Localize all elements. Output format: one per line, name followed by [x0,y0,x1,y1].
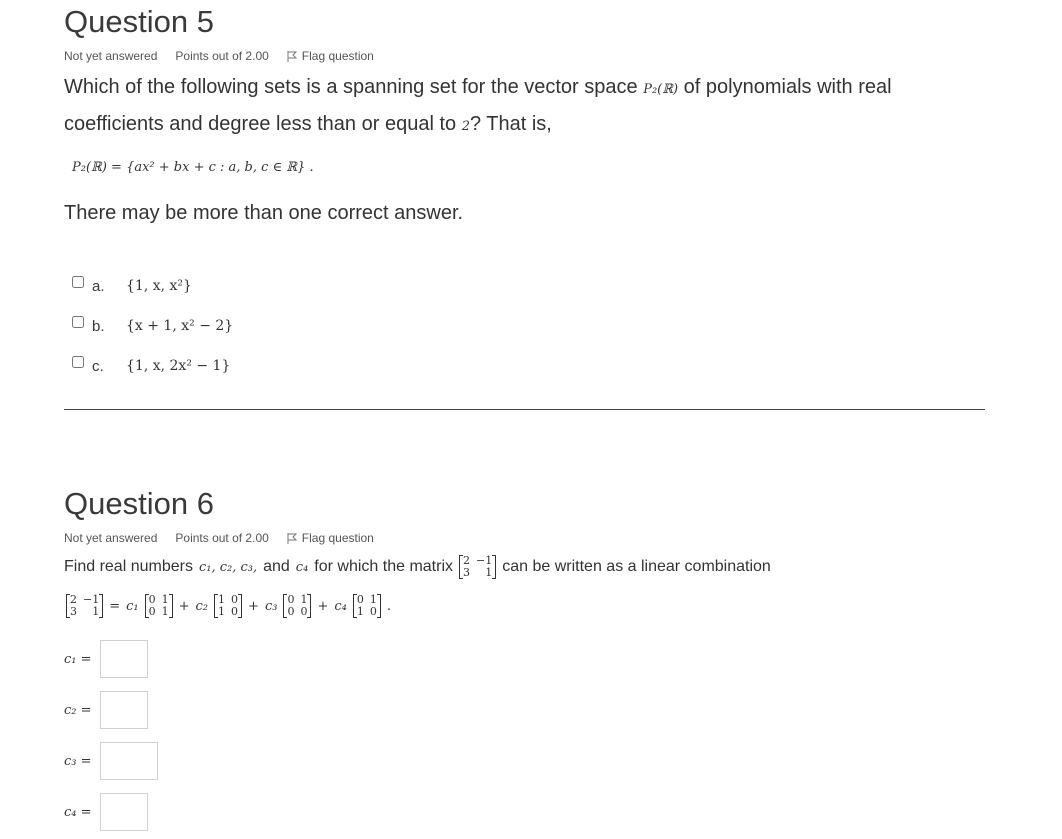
flag-question-label: Flag question [301,531,374,545]
linear-combination-equation [66,594,391,618]
answer-option-b[interactable] [72,306,233,346]
coefficient-row-c3 [64,742,158,780]
q6-text-part: and [263,558,290,575]
points-text: Points out of 2.00 [175,531,269,545]
basis-matrix-1: 0 1 0 1 [145,594,173,618]
question-6-text [64,549,771,585]
degree-number: 2 [461,119,470,134]
q6-text-part: Find real numbers [64,558,193,575]
question-6-title: Question 6 [64,486,214,521]
c1-input[interactable] [100,640,148,678]
coefficient-row-c1 [64,640,148,678]
q5-text-part: of polynomials with real [683,76,892,98]
coefficient-row-c2 [64,691,148,729]
option-set: {1, x, x²} [126,278,192,294]
option-letter: c. [92,357,104,375]
target-matrix: 2 −1 3 1 [66,594,103,618]
period: . [386,598,391,614]
target-matrix: 2 −1 3 1 [459,555,496,579]
answer-options [72,266,233,386]
c4-input[interactable] [100,793,148,831]
coefficient-label: c₁ = [64,651,92,667]
option-letter: b. [92,317,105,335]
coefficient-label: c₄ = [64,804,92,820]
basis-matrix-4: 0 1 1 0 [353,594,381,618]
coefficient-symbol: c₄ [334,598,347,614]
status-text: Not yet answered [64,49,158,63]
q6-text-part: can be written as a linear combination [502,558,771,575]
answer-option-a[interactable] [72,266,233,306]
answer-checkbox-c[interactable] [72,356,84,368]
answer-checkbox-a[interactable] [72,276,84,288]
coefficient-label: c₃ = [64,753,92,769]
coefficient-symbol: c₁ [126,598,139,614]
basis-matrix-3: 0 1 0 0 [283,594,311,618]
question-5-text [64,70,1004,144]
option-set: {1, x, 2x² − 1} [126,358,231,374]
question-5-meta [64,49,374,63]
option-letter: a. [92,277,105,295]
vector-space-symbol: P₂(ℝ) [643,82,679,97]
flag-icon [287,51,297,62]
answer-option-c[interactable] [72,346,233,386]
flag-icon [287,533,297,544]
coefficient-symbol: c₂ [195,598,209,614]
q6-text-part: for which the matrix [314,558,454,575]
q5-text-part: ? That is, [469,113,552,135]
q5-text-part: coefficients and degree less than or equal to [64,113,457,135]
question-divider [64,409,985,410]
c3-input[interactable] [100,742,158,780]
variable-list: c₁, c₂, c₃, [198,559,258,575]
points-text: Points out of 2.00 [175,49,269,63]
flag-question-link[interactable] [287,531,374,545]
coefficient-symbol: c₃ [264,598,278,614]
coefficient-row-c4 [64,793,148,831]
option-set: {x + 1, x² − 2} [126,318,234,334]
flag-question-label: Flag question [301,49,374,63]
status-text: Not yet answered [64,531,158,545]
question-5-title: Question 5 [64,4,214,39]
plus-sign: + [248,598,259,614]
flag-question-link[interactable] [287,49,374,63]
plus-sign: + [178,598,190,614]
question-6-meta [64,531,374,545]
c2-input[interactable] [100,691,148,729]
q5-text-part: Which of the following sets is a spanning set for the vector space [64,76,638,98]
multiple-answer-note: There may be more than one correct answer. [64,202,464,224]
equals-sign: = [109,598,121,614]
variable-c4: c₄ [295,559,309,575]
answer-checkbox-b[interactable] [72,316,84,328]
coefficient-label: c₂ = [64,702,92,718]
basis-matrix-2: 1 0 1 0 [214,594,242,618]
polynomial-definition: P₂(ℝ) = {ax² + bx + c : a, b, c ∈ ℝ} . [72,160,314,175]
plus-sign: + [317,598,329,614]
